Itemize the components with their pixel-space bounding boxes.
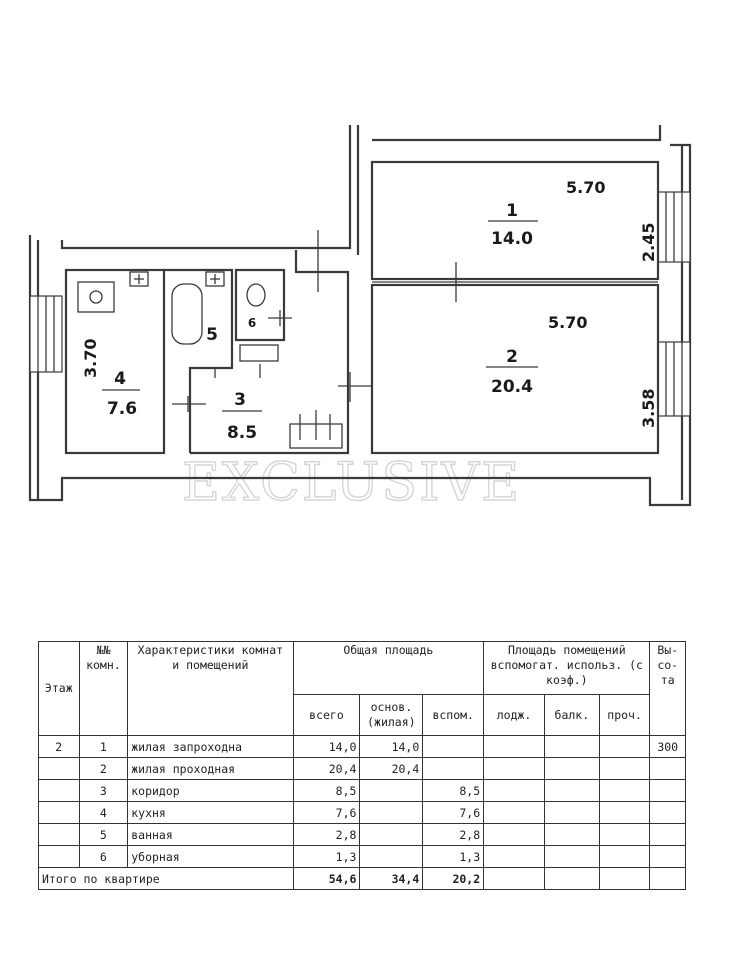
header-aux: вспом. bbox=[423, 695, 484, 736]
cell-floor bbox=[39, 758, 80, 780]
cell-aux: 7,6 bbox=[423, 802, 484, 824]
cell-name: жилая запроходна bbox=[128, 736, 293, 758]
bath-sink-icon bbox=[206, 272, 224, 286]
cell-num: 5 bbox=[79, 824, 128, 846]
room-1-width-dim: 5.70 bbox=[566, 178, 606, 197]
cell-floor bbox=[39, 824, 80, 846]
cell-main bbox=[360, 846, 423, 868]
cell-loggia bbox=[484, 846, 545, 868]
cell-num: 1 bbox=[79, 736, 128, 758]
cell-name: кухня bbox=[128, 802, 293, 824]
room-5-number: 5 bbox=[206, 325, 218, 345]
room-3-number: 3 bbox=[234, 390, 246, 410]
cell-height: 300 bbox=[650, 736, 686, 758]
cell-height bbox=[650, 824, 686, 846]
cell-balcony bbox=[544, 802, 599, 824]
cell-loggia bbox=[484, 868, 545, 890]
cell-balcony bbox=[544, 736, 599, 758]
header-other: проч. bbox=[599, 695, 650, 736]
cell-aux bbox=[423, 758, 484, 780]
cell-other bbox=[599, 758, 650, 780]
cell-other bbox=[599, 736, 650, 758]
sink-icon bbox=[130, 272, 148, 286]
table-row bbox=[39, 758, 686, 780]
cell-total: 1,3 bbox=[293, 846, 360, 868]
totals-aux: 20,2 bbox=[423, 868, 484, 890]
cell-name: ванная bbox=[128, 824, 293, 846]
cell-aux: 1,3 bbox=[423, 846, 484, 868]
header-room-no: №№ комн. bbox=[79, 642, 128, 736]
room-2-number: 2 bbox=[506, 347, 518, 367]
cell-num: 3 bbox=[79, 780, 128, 802]
cell-aux: 8,5 bbox=[423, 780, 484, 802]
header-total: всего bbox=[293, 695, 360, 736]
cell-main: 20,4 bbox=[360, 758, 423, 780]
cell-loggia bbox=[484, 802, 545, 824]
totals-total: 54,6 bbox=[293, 868, 360, 890]
watermark-text: EXCLUSIVE bbox=[182, 453, 522, 513]
cell-balcony bbox=[544, 824, 599, 846]
window-left bbox=[30, 296, 62, 372]
cell-height bbox=[650, 868, 686, 890]
header-main: основ. (жилая) bbox=[360, 695, 423, 736]
cell-total: 14,0 bbox=[293, 736, 360, 758]
cell-other bbox=[599, 868, 650, 890]
cell-other bbox=[599, 802, 650, 824]
bathtub-icon bbox=[172, 284, 202, 344]
cell-main bbox=[360, 824, 423, 846]
window-right-room1 bbox=[658, 192, 690, 262]
cell-loggia bbox=[484, 780, 545, 802]
toilet-icon bbox=[247, 284, 265, 306]
cell-balcony bbox=[544, 780, 599, 802]
room-2-width-dim: 5.70 bbox=[548, 313, 588, 332]
cell-other bbox=[599, 846, 650, 868]
room-2-outline bbox=[372, 285, 658, 453]
room-2-area: 20.4 bbox=[491, 377, 533, 397]
cell-height bbox=[650, 780, 686, 802]
cell-aux bbox=[423, 736, 484, 758]
cell-loggia bbox=[484, 758, 545, 780]
header-aux-area: Площадь помещений вспомогат. использ. (с коэф.) bbox=[484, 642, 650, 695]
table-row bbox=[39, 802, 686, 824]
cell-name: уборная bbox=[128, 846, 293, 868]
room-1-area: 14.0 bbox=[491, 229, 533, 249]
room-3-area: 8.5 bbox=[226, 423, 258, 443]
cell-total: 7,6 bbox=[293, 802, 360, 824]
cell-height bbox=[650, 846, 686, 868]
cell-aux: 2,8 bbox=[423, 824, 484, 846]
cell-loggia bbox=[484, 824, 545, 846]
cell-balcony bbox=[544, 846, 599, 868]
room-5-outline bbox=[164, 270, 232, 453]
cell-main bbox=[360, 802, 423, 824]
totals-row bbox=[39, 868, 686, 890]
table-row bbox=[39, 736, 686, 758]
header-total-area: Общая площадь bbox=[293, 642, 484, 695]
cell-other bbox=[599, 780, 650, 802]
cell-name: коридор bbox=[128, 780, 293, 802]
cell-other bbox=[599, 824, 650, 846]
table-row bbox=[39, 846, 686, 868]
stove-icon bbox=[78, 282, 114, 312]
cell-num: 4 bbox=[79, 802, 128, 824]
cell-total: 20,4 bbox=[293, 758, 360, 780]
table-row bbox=[39, 780, 686, 802]
room-6-number: 6 bbox=[247, 316, 257, 330]
cell-balcony bbox=[544, 758, 599, 780]
cell-total: 8,5 bbox=[293, 780, 360, 802]
cell-height bbox=[650, 802, 686, 824]
header-characteristics: Характеристики комнат и помещений bbox=[128, 642, 293, 736]
totals-label: Итого по квартире bbox=[39, 868, 294, 890]
explication-table bbox=[38, 641, 686, 890]
totals-main: 34,4 bbox=[360, 868, 423, 890]
room-1-depth-dim: 2.45 bbox=[639, 222, 658, 262]
room-1-number: 1 bbox=[506, 201, 518, 221]
cell-num: 6 bbox=[79, 846, 128, 868]
cell-num: 2 bbox=[79, 758, 128, 780]
cell-name: жилая проходная bbox=[128, 758, 293, 780]
table-row bbox=[39, 824, 686, 846]
cell-floor: 2 bbox=[39, 736, 80, 758]
cell-total: 2,8 bbox=[293, 824, 360, 846]
room-4-number: 4 bbox=[114, 369, 126, 389]
header-height: Вы-со-та bbox=[650, 642, 686, 736]
cell-balcony bbox=[544, 868, 599, 890]
room-3-outline bbox=[190, 250, 348, 453]
cell-floor bbox=[39, 780, 80, 802]
cell-main bbox=[360, 780, 423, 802]
cell-height bbox=[650, 758, 686, 780]
window-right-room2 bbox=[658, 342, 690, 416]
room-2-depth-dim: 3.58 bbox=[639, 388, 658, 428]
cell-floor bbox=[39, 846, 80, 868]
cell-floor bbox=[39, 802, 80, 824]
cell-loggia bbox=[484, 736, 545, 758]
cell-main: 14,0 bbox=[360, 736, 423, 758]
header-floor: Этаж bbox=[39, 642, 80, 736]
room-4-depth-dim: 3.70 bbox=[81, 338, 100, 378]
header-loggia: лодж. bbox=[484, 695, 545, 736]
header-balcony: балк. bbox=[544, 695, 599, 736]
room-4-area: 7.6 bbox=[106, 399, 138, 419]
